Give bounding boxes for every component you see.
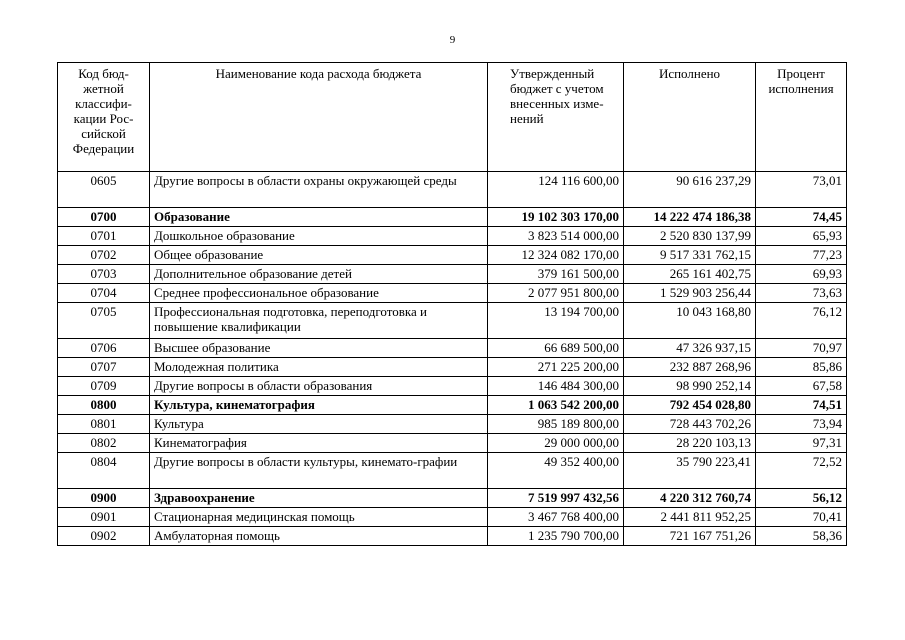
cell-executed: 90 616 237,29 xyxy=(624,172,756,208)
cell-percent: 74,45 xyxy=(756,208,847,227)
cell-percent: 58,36 xyxy=(756,527,847,546)
cell-name: Дополнительное образование детей xyxy=(150,265,488,284)
cell-executed: 4 220 312 760,74 xyxy=(624,489,756,508)
cell-percent: 77,23 xyxy=(756,246,847,265)
cell-approved: 49 352 400,00 xyxy=(488,453,624,489)
cell-executed: 721 167 751,26 xyxy=(624,527,756,546)
table-row xyxy=(58,377,847,396)
table-row xyxy=(58,396,847,415)
cell-code: 0704 xyxy=(58,284,150,303)
cell-approved: 3 823 514 000,00 xyxy=(488,227,624,246)
cell-percent: 65,93 xyxy=(756,227,847,246)
cell-code: 0707 xyxy=(58,358,150,377)
cell-name: Образование xyxy=(150,208,488,227)
cell-executed: 2 520 830 137,99 xyxy=(624,227,756,246)
cell-code: 0706 xyxy=(58,339,150,358)
cell-name: Общее образование xyxy=(150,246,488,265)
cell-name: Высшее образование xyxy=(150,339,488,358)
cell-name: Молодежная политика xyxy=(150,358,488,377)
cell-approved: 124 116 600,00 xyxy=(488,172,624,208)
table-row xyxy=(58,172,847,208)
page-number: 9 xyxy=(449,34,456,46)
cell-approved: 271 225 200,00 xyxy=(488,358,624,377)
table-row xyxy=(58,208,847,227)
table-row xyxy=(58,415,847,434)
table-row xyxy=(58,339,847,358)
cell-approved: 13 194 700,00 xyxy=(488,303,624,339)
table-row xyxy=(58,284,847,303)
cell-percent: 73,01 xyxy=(756,172,847,208)
cell-executed: 35 790 223,41 xyxy=(624,453,756,489)
cell-code: 0709 xyxy=(58,377,150,396)
cell-executed: 10 043 168,80 xyxy=(624,303,756,339)
cell-approved: 1 235 790 700,00 xyxy=(488,527,624,546)
cell-percent: 70,97 xyxy=(756,339,847,358)
cell-name: Профессиональная подготовка, переподготовка и повышение квалификации xyxy=(150,303,488,339)
cell-percent: 72,52 xyxy=(756,453,847,489)
cell-executed: 1 529 903 256,44 xyxy=(624,284,756,303)
cell-executed: 28 220 103,13 xyxy=(624,434,756,453)
table-row xyxy=(58,246,847,265)
header-executed: Исполнено xyxy=(624,63,756,172)
cell-code: 0802 xyxy=(58,434,150,453)
cell-approved: 12 324 082 170,00 xyxy=(488,246,624,265)
cell-executed: 98 990 252,14 xyxy=(624,377,756,396)
cell-approved: 379 161 500,00 xyxy=(488,265,624,284)
cell-approved: 985 189 800,00 xyxy=(488,415,624,434)
cell-name: Другие вопросы в области образования xyxy=(150,377,488,396)
cell-code: 0902 xyxy=(58,527,150,546)
cell-percent: 73,63 xyxy=(756,284,847,303)
table-row xyxy=(58,527,847,546)
cell-approved: 19 102 303 170,00 xyxy=(488,208,624,227)
table-row xyxy=(58,358,847,377)
cell-approved: 66 689 500,00 xyxy=(488,339,624,358)
cell-executed: 232 887 268,96 xyxy=(624,358,756,377)
cell-code: 0901 xyxy=(58,508,150,527)
table-row xyxy=(58,508,847,527)
cell-percent: 97,31 xyxy=(756,434,847,453)
table-body xyxy=(58,172,847,546)
cell-name: Другие вопросы в области культуры, кинемато-графии xyxy=(150,453,488,489)
table-row xyxy=(58,434,847,453)
cell-name: Здравоохранение xyxy=(150,489,488,508)
table-row xyxy=(58,227,847,246)
cell-executed: 792 454 028,80 xyxy=(624,396,756,415)
table-row xyxy=(58,265,847,284)
header-approved: Утвержденный бюджет с учетом внесенных изме-нений xyxy=(488,63,624,172)
cell-approved: 7 519 997 432,56 xyxy=(488,489,624,508)
budget-table xyxy=(57,62,847,546)
cell-approved: 29 000 000,00 xyxy=(488,434,624,453)
header-name: Наименование кода расхода бюджета xyxy=(150,63,488,172)
cell-executed: 9 517 331 762,15 xyxy=(624,246,756,265)
cell-executed: 728 443 702,26 xyxy=(624,415,756,434)
cell-executed: 14 222 474 186,38 xyxy=(624,208,756,227)
cell-executed: 47 326 937,15 xyxy=(624,339,756,358)
cell-code: 0703 xyxy=(58,265,150,284)
cell-code: 0801 xyxy=(58,415,150,434)
cell-approved: 3 467 768 400,00 xyxy=(488,508,624,527)
cell-percent: 56,12 xyxy=(756,489,847,508)
cell-code: 0705 xyxy=(58,303,150,339)
cell-percent: 85,86 xyxy=(756,358,847,377)
cell-percent: 69,93 xyxy=(756,265,847,284)
cell-percent: 74,51 xyxy=(756,396,847,415)
cell-code: 0701 xyxy=(58,227,150,246)
cell-executed: 2 441 811 952,25 xyxy=(624,508,756,527)
cell-approved: 146 484 300,00 xyxy=(488,377,624,396)
cell-percent: 70,41 xyxy=(756,508,847,527)
header-percent: Процент исполнения xyxy=(756,63,847,172)
cell-code: 0605 xyxy=(58,172,150,208)
table-row xyxy=(58,303,847,339)
cell-name: Среднее профессиональное образование xyxy=(150,284,488,303)
cell-name: Культура, кинематография xyxy=(150,396,488,415)
cell-name: Стационарная медицинская помощь xyxy=(150,508,488,527)
cell-code: 0900 xyxy=(58,489,150,508)
cell-name: Культура xyxy=(150,415,488,434)
cell-approved: 1 063 542 200,00 xyxy=(488,396,624,415)
cell-name: Другие вопросы в области охраны окружающей среды xyxy=(150,172,488,208)
table-header-row xyxy=(58,63,847,172)
cell-name: Амбулаторная помощь xyxy=(150,527,488,546)
table-row xyxy=(58,489,847,508)
table-row xyxy=(58,453,847,489)
cell-percent: 73,94 xyxy=(756,415,847,434)
header-code: Код бюд-жетной классифи-кации Рос-сийской Федерации xyxy=(58,63,150,172)
cell-approved: 2 077 951 800,00 xyxy=(488,284,624,303)
cell-percent: 76,12 xyxy=(756,303,847,339)
cell-executed: 265 161 402,75 xyxy=(624,265,756,284)
cell-percent: 67,58 xyxy=(756,377,847,396)
cell-code: 0800 xyxy=(58,396,150,415)
cell-code: 0700 xyxy=(58,208,150,227)
cell-code: 0804 xyxy=(58,453,150,489)
cell-code: 0702 xyxy=(58,246,150,265)
cell-name: Дошкольное образование xyxy=(150,227,488,246)
cell-name: Кинематография xyxy=(150,434,488,453)
